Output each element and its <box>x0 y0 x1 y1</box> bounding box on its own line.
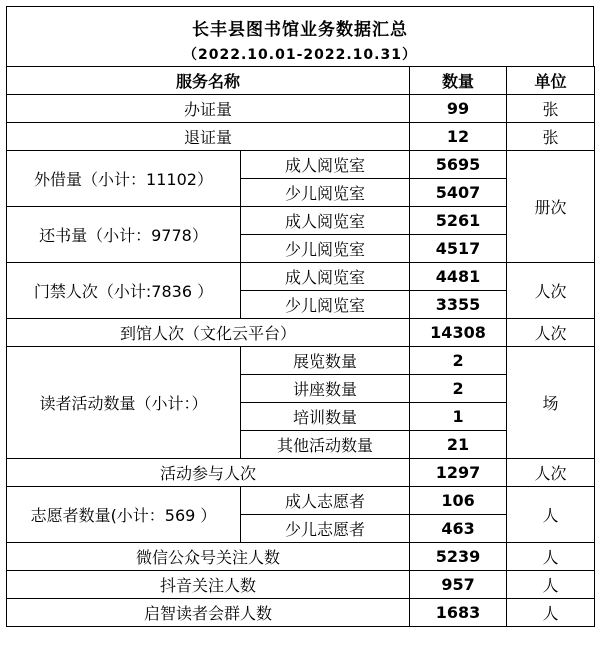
activities-group-label: 读者活动数量（小计：） <box>7 347 241 459</box>
row-count: 12 <box>410 123 507 151</box>
sub-label: 培训数量 <box>241 403 410 431</box>
sub-label: 讲座数量 <box>241 375 410 403</box>
sub-label: 成人阅览室 <box>241 207 410 235</box>
row-count: 1 <box>410 403 507 431</box>
row-count: 14308 <box>410 319 507 347</box>
sub-label: 成人阅览室 <box>241 263 410 291</box>
return-group-label: 还书量（小计：9778） <box>7 207 241 263</box>
table-row <box>7 347 595 375</box>
row-label: 办证量 <box>7 95 410 123</box>
table-row <box>7 459 595 487</box>
row-label: 退证量 <box>7 123 410 151</box>
gate-group-label: 门禁人次（小计:7836 ） <box>7 263 241 319</box>
table-row <box>7 123 595 151</box>
row-unit: 张 <box>507 123 595 151</box>
table-row <box>7 319 595 347</box>
row-count: 1683 <box>410 599 507 627</box>
row-unit: 人 <box>507 599 595 627</box>
header-count: 数量 <box>410 67 507 95</box>
row-unit: 人次 <box>507 319 595 347</box>
header-service: 服务名称 <box>7 67 410 95</box>
sub-label: 少儿阅览室 <box>241 291 410 319</box>
gate-unit: 人次 <box>507 263 595 319</box>
title-block <box>6 6 594 66</box>
books-unit: 册次 <box>507 151 595 263</box>
table-row <box>7 207 595 235</box>
table-row <box>7 543 595 571</box>
sub-label: 其他活动数量 <box>241 431 410 459</box>
row-unit: 人次 <box>507 459 595 487</box>
row-count: 5407 <box>410 179 507 207</box>
header-unit: 单位 <box>507 67 595 95</box>
report-title: 长丰县图书馆业务数据汇总 <box>192 20 408 40</box>
activities-unit: 场 <box>507 347 595 459</box>
row-count: 5695 <box>410 151 507 179</box>
sub-label: 少儿阅览室 <box>241 179 410 207</box>
row-count: 3355 <box>410 291 507 319</box>
row-unit: 张 <box>507 95 595 123</box>
sub-label: 少儿志愿者 <box>241 515 410 543</box>
row-count: 2 <box>410 375 507 403</box>
row-unit: 人 <box>507 571 595 599</box>
table-row <box>7 95 595 123</box>
row-count: 4481 <box>410 263 507 291</box>
row-count: 99 <box>410 95 507 123</box>
sub-label: 展览数量 <box>241 347 410 375</box>
volunteers-unit: 人 <box>507 487 595 543</box>
table-row <box>7 263 595 291</box>
volunteers-group-label: 志愿者数量(小计：569 ） <box>7 487 241 543</box>
row-count: 463 <box>410 515 507 543</box>
row-label: 活动参与人次 <box>7 459 410 487</box>
row-label: 启智读者会群人数 <box>7 599 410 627</box>
report-period: （2022.10.01-2022.10.31） <box>183 47 417 63</box>
sub-label: 成人志愿者 <box>241 487 410 515</box>
row-count: 1297 <box>410 459 507 487</box>
table-row <box>7 571 595 599</box>
row-label: 微信公众号关注人数 <box>7 543 410 571</box>
row-count: 106 <box>410 487 507 515</box>
row-count: 4517 <box>410 235 507 263</box>
row-count: 21 <box>410 431 507 459</box>
row-label: 到馆人次（文化云平台） <box>7 319 410 347</box>
borrow-group-label: 外借量（小计：11102） <box>7 151 241 207</box>
row-unit: 人 <box>507 543 595 571</box>
table-row <box>7 599 595 627</box>
table-row <box>7 487 595 515</box>
data-table <box>6 66 595 627</box>
row-label: 抖音关注人数 <box>7 571 410 599</box>
row-count: 5261 <box>410 207 507 235</box>
table-row <box>7 151 595 179</box>
row-count: 5239 <box>410 543 507 571</box>
row-count: 2 <box>410 347 507 375</box>
sub-label: 少儿阅览室 <box>241 235 410 263</box>
header-row <box>7 67 595 95</box>
row-count: 957 <box>410 571 507 599</box>
sub-label: 成人阅览室 <box>241 151 410 179</box>
